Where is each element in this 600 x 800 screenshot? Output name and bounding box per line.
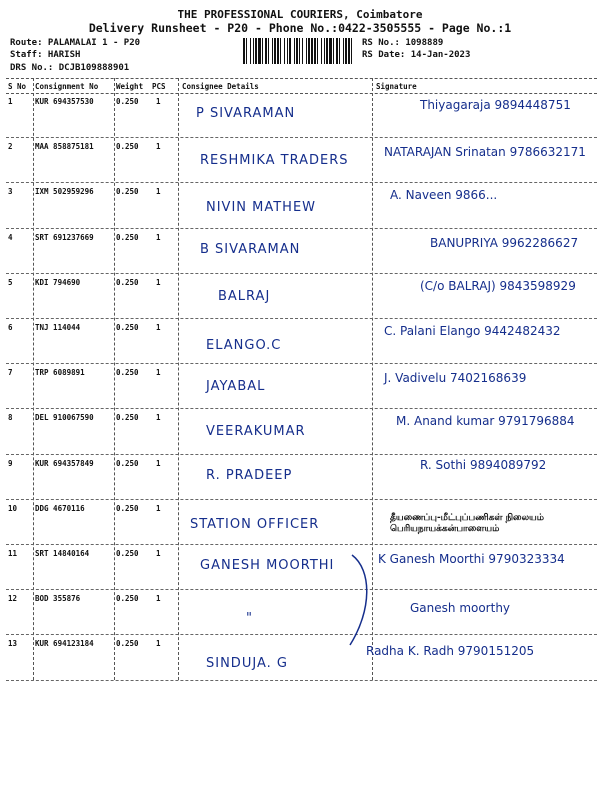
consignee-name: NIVIN MATHEW <box>206 200 317 216</box>
header-consignment: Consignment No <box>35 82 99 91</box>
pieces-count: 1 <box>156 368 161 378</box>
table-row <box>6 589 597 635</box>
consignee-name: VEERAKUMAR <box>206 424 306 440</box>
signature-text: BANUPRIYA 9962286627 <box>430 235 579 250</box>
table-row <box>6 92 597 138</box>
serial-number: 6 <box>8 323 13 332</box>
serial-number: 8 <box>8 413 13 423</box>
pieces-count: 1 <box>156 142 161 152</box>
pieces-count: 1 <box>156 232 161 242</box>
runsheet-title: THE PROFESSIONAL COURIERS, Coimbatore <box>177 8 423 21</box>
weight-value: 0.250 <box>116 142 139 152</box>
weight-value: 0.250 <box>116 413 139 423</box>
weight-value: 0.250 <box>116 639 139 649</box>
serial-number: 12 <box>8 594 18 604</box>
route-label: Route: PALAMALAI 1 - P20 <box>10 38 141 48</box>
staff-label: Staff: HARISH <box>10 50 81 60</box>
pieces-count: 1 <box>156 97 161 106</box>
table-row <box>6 408 597 454</box>
signature-text: R. Sothi 9894089792 <box>420 457 547 472</box>
weight-value: 0.250 <box>116 232 139 242</box>
weight-value: 0.250 <box>116 368 139 378</box>
weight-value: 0.250 <box>116 549 139 558</box>
signature-text: K Ganesh Moorthi 9790323334 <box>378 552 565 566</box>
table-row <box>6 273 597 319</box>
serial-number: 1 <box>8 97 13 106</box>
signature-text: (C/o BALRAJ) 9843598929 <box>420 278 576 293</box>
weight-value: 0.250 <box>116 277 139 287</box>
consignment-number: BOD 355876 <box>35 594 81 604</box>
consignee-name: SINDUJA. G <box>206 656 288 672</box>
consignment-number: KUR 694357849 <box>35 458 94 468</box>
table-row <box>6 499 597 545</box>
signature-text: Thiyagaraja 9894448751 <box>420 98 571 112</box>
consignee-name: STATION OFFICER <box>190 516 320 532</box>
signature-text: J. Vadivelu 7402168639 <box>384 371 527 386</box>
table-row <box>6 634 597 680</box>
pieces-count: 1 <box>156 458 161 468</box>
serial-number: 9 <box>8 458 13 468</box>
pieces-count: 1 <box>156 503 161 513</box>
consignment-number: TRP 6089891 <box>35 368 85 378</box>
rs-number: RS No.: 1098889 <box>362 38 444 48</box>
rs-date: RS Date: 14-Jan-2023 <box>362 50 471 60</box>
serial-number: 10 <box>8 503 18 513</box>
barcode-image <box>242 38 354 64</box>
table-row <box>6 318 597 364</box>
table-row <box>6 363 597 409</box>
table-row <box>6 182 597 228</box>
weight-value: 0.250 <box>116 187 139 197</box>
consignee-name: P SIVARAMAN <box>196 106 296 121</box>
consignee-name: ELANGO.C <box>206 338 282 353</box>
signature-text: Ganesh moorthy <box>410 601 511 616</box>
pen-stroke <box>342 550 382 650</box>
signature-text: A. Naveen 9866... <box>390 188 498 203</box>
serial-number: 5 <box>8 277 13 287</box>
runsheet-table <box>6 78 597 680</box>
signature-text: C. Palani Elango 9442482432 <box>384 324 561 338</box>
consignment-number: SRT 691237669 <box>35 232 94 242</box>
consignee-name: B SIVARAMAN <box>200 241 301 257</box>
serial-number: 2 <box>8 142 13 152</box>
signature-text: Radha K. Radh 9790151205 <box>366 644 535 659</box>
consignment-number: KUR 694123184 <box>35 639 94 649</box>
consignee-name: RESHMIKA TRADERS <box>200 153 349 169</box>
pieces-count: 1 <box>156 549 161 558</box>
pieces-count: 1 <box>156 187 161 197</box>
weight-value: 0.250 <box>116 458 139 468</box>
runsheet-subtitle: Delivery Runsheet - P20 - Phone No.:0422-3505555 - Page No.:1 <box>88 21 512 35</box>
serial-number: 3 <box>8 187 13 197</box>
consignment-number: DDG 4670116 <box>35 503 85 513</box>
consignment-number: KUR 694357530 <box>35 97 94 106</box>
signature-text: NATARAJAN Srinatan 9786632171 <box>384 145 586 160</box>
consignment-number: DEL 910067590 <box>35 413 94 423</box>
consignment-number: MAA 858875181 <box>35 142 94 152</box>
drs-number: DRS No.: DCJB109888901 <box>10 63 130 73</box>
consignment-number: IXM 502959296 <box>35 187 94 197</box>
weight-value: 0.250 <box>116 503 139 513</box>
weight-value: 0.250 <box>116 594 139 604</box>
weight-value: 0.250 <box>116 97 139 106</box>
serial-number: 13 <box>8 639 18 649</box>
pieces-count: 1 <box>156 594 161 604</box>
pieces-count: 1 <box>156 277 161 287</box>
consignee-name: R. PRADEEP <box>206 467 293 483</box>
serial-number: 11 <box>8 549 18 558</box>
consignment-number: KDI 794690 <box>35 277 81 287</box>
serial-number: 4 <box>8 232 13 242</box>
header-weight: Weight <box>116 82 144 91</box>
weight-value: 0.250 <box>116 323 139 332</box>
header-sno: S No <box>8 82 27 91</box>
consignee-name: BALRAJ <box>218 288 271 304</box>
pieces-count: 1 <box>156 413 161 423</box>
header-consignee: Consignee Details <box>182 82 259 91</box>
table-row <box>6 137 597 183</box>
serial-number: 7 <box>8 368 13 378</box>
signature-text: தீயணைப்பு-மீட்புப்பணிகள் நிலையம் பெரியநாயக்கன்பாளையம் <box>390 512 544 534</box>
consignee-name: JAYABAL <box>206 379 266 395</box>
consignment-number: TNJ 114044 <box>35 323 81 332</box>
header-signature: Signature <box>376 82 417 91</box>
signature-text: M. Anand kumar 9791796884 <box>396 414 575 429</box>
header-pcs: PCS <box>152 82 166 91</box>
table-row <box>6 228 597 274</box>
consignee-name: " <box>246 611 253 627</box>
consignment-number: SRT 14840164 <box>35 549 90 558</box>
table-row <box>6 454 597 500</box>
pieces-count: 1 <box>156 639 161 649</box>
consignee-name: GANESH MOORTHI <box>200 558 335 573</box>
table-row <box>6 544 597 590</box>
pieces-count: 1 <box>156 323 161 332</box>
